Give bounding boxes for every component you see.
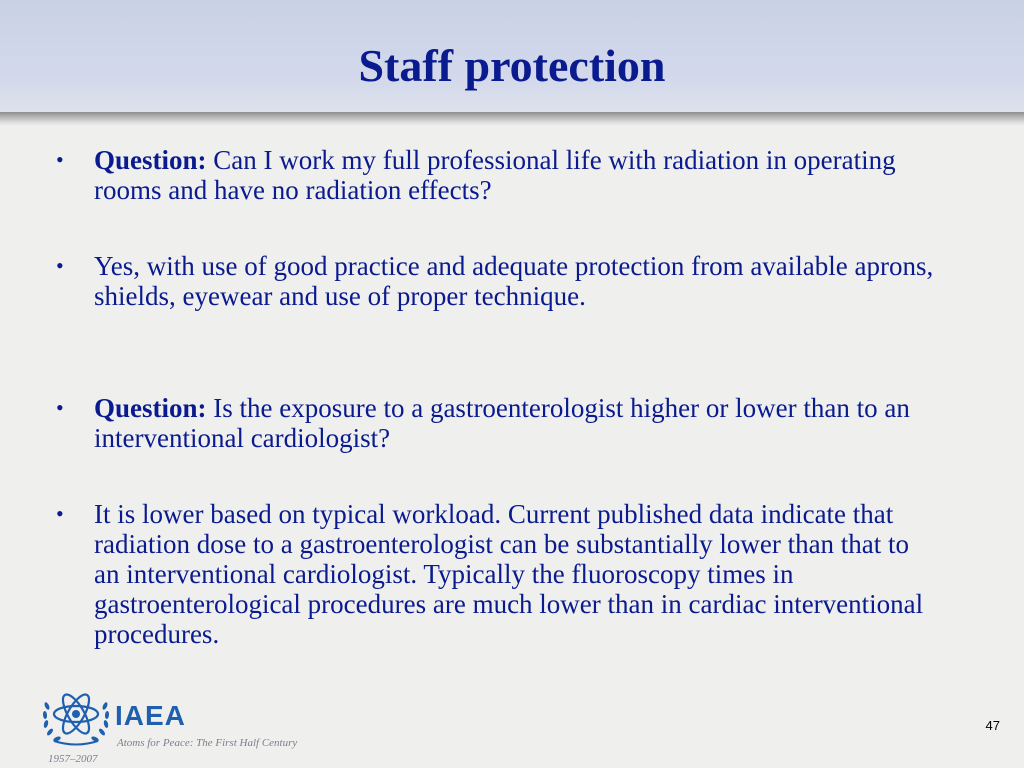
bullet-text: Yes, with use of good practice and adequate protection from available aprons, shields, eyewear and use of proper technique. <box>94 251 934 311</box>
bullet-item-question-1 <box>56 145 934 205</box>
bullet-text: Can I work my full professional life with radiation in operating rooms and have no radiation effects? <box>94 145 896 205</box>
bullet-dot-icon: • <box>56 147 64 172</box>
bullet-dot-icon: • <box>56 501 64 526</box>
bullet-dot-icon: • <box>56 253 64 278</box>
bullet-dot-icon: • <box>56 395 64 420</box>
anniversary-years: 1957–2007 <box>48 753 98 765</box>
page-number: 47 <box>985 718 1000 733</box>
slide-title: Staff protection <box>358 40 666 91</box>
org-tagline: Atoms for Peace: The First Half Century <box>117 737 298 749</box>
bullet-text: Is the exposure to a gastroenterologist higher or lower than to an interventional cardiologist? <box>94 393 910 453</box>
iaea-logo-icon <box>40 688 112 748</box>
bullet-text: It is lower based on typical workload. Current published data indicate that radiation dose to a gastroenterologist can be substantially lower than that to an interventional cardiologist. Typically the fluoroscopy times in gastroenterological procedures are much lower than in cardiac interventional procedures. <box>94 499 924 649</box>
bullet-item-question-2 <box>56 393 934 453</box>
bullet-label: Question: <box>94 145 207 175</box>
bullet-item-answer-1 <box>56 251 934 311</box>
bullet-label: Question: <box>94 393 207 423</box>
org-name: IAEA <box>115 700 186 731</box>
bullet-item-answer-2 <box>56 499 934 649</box>
